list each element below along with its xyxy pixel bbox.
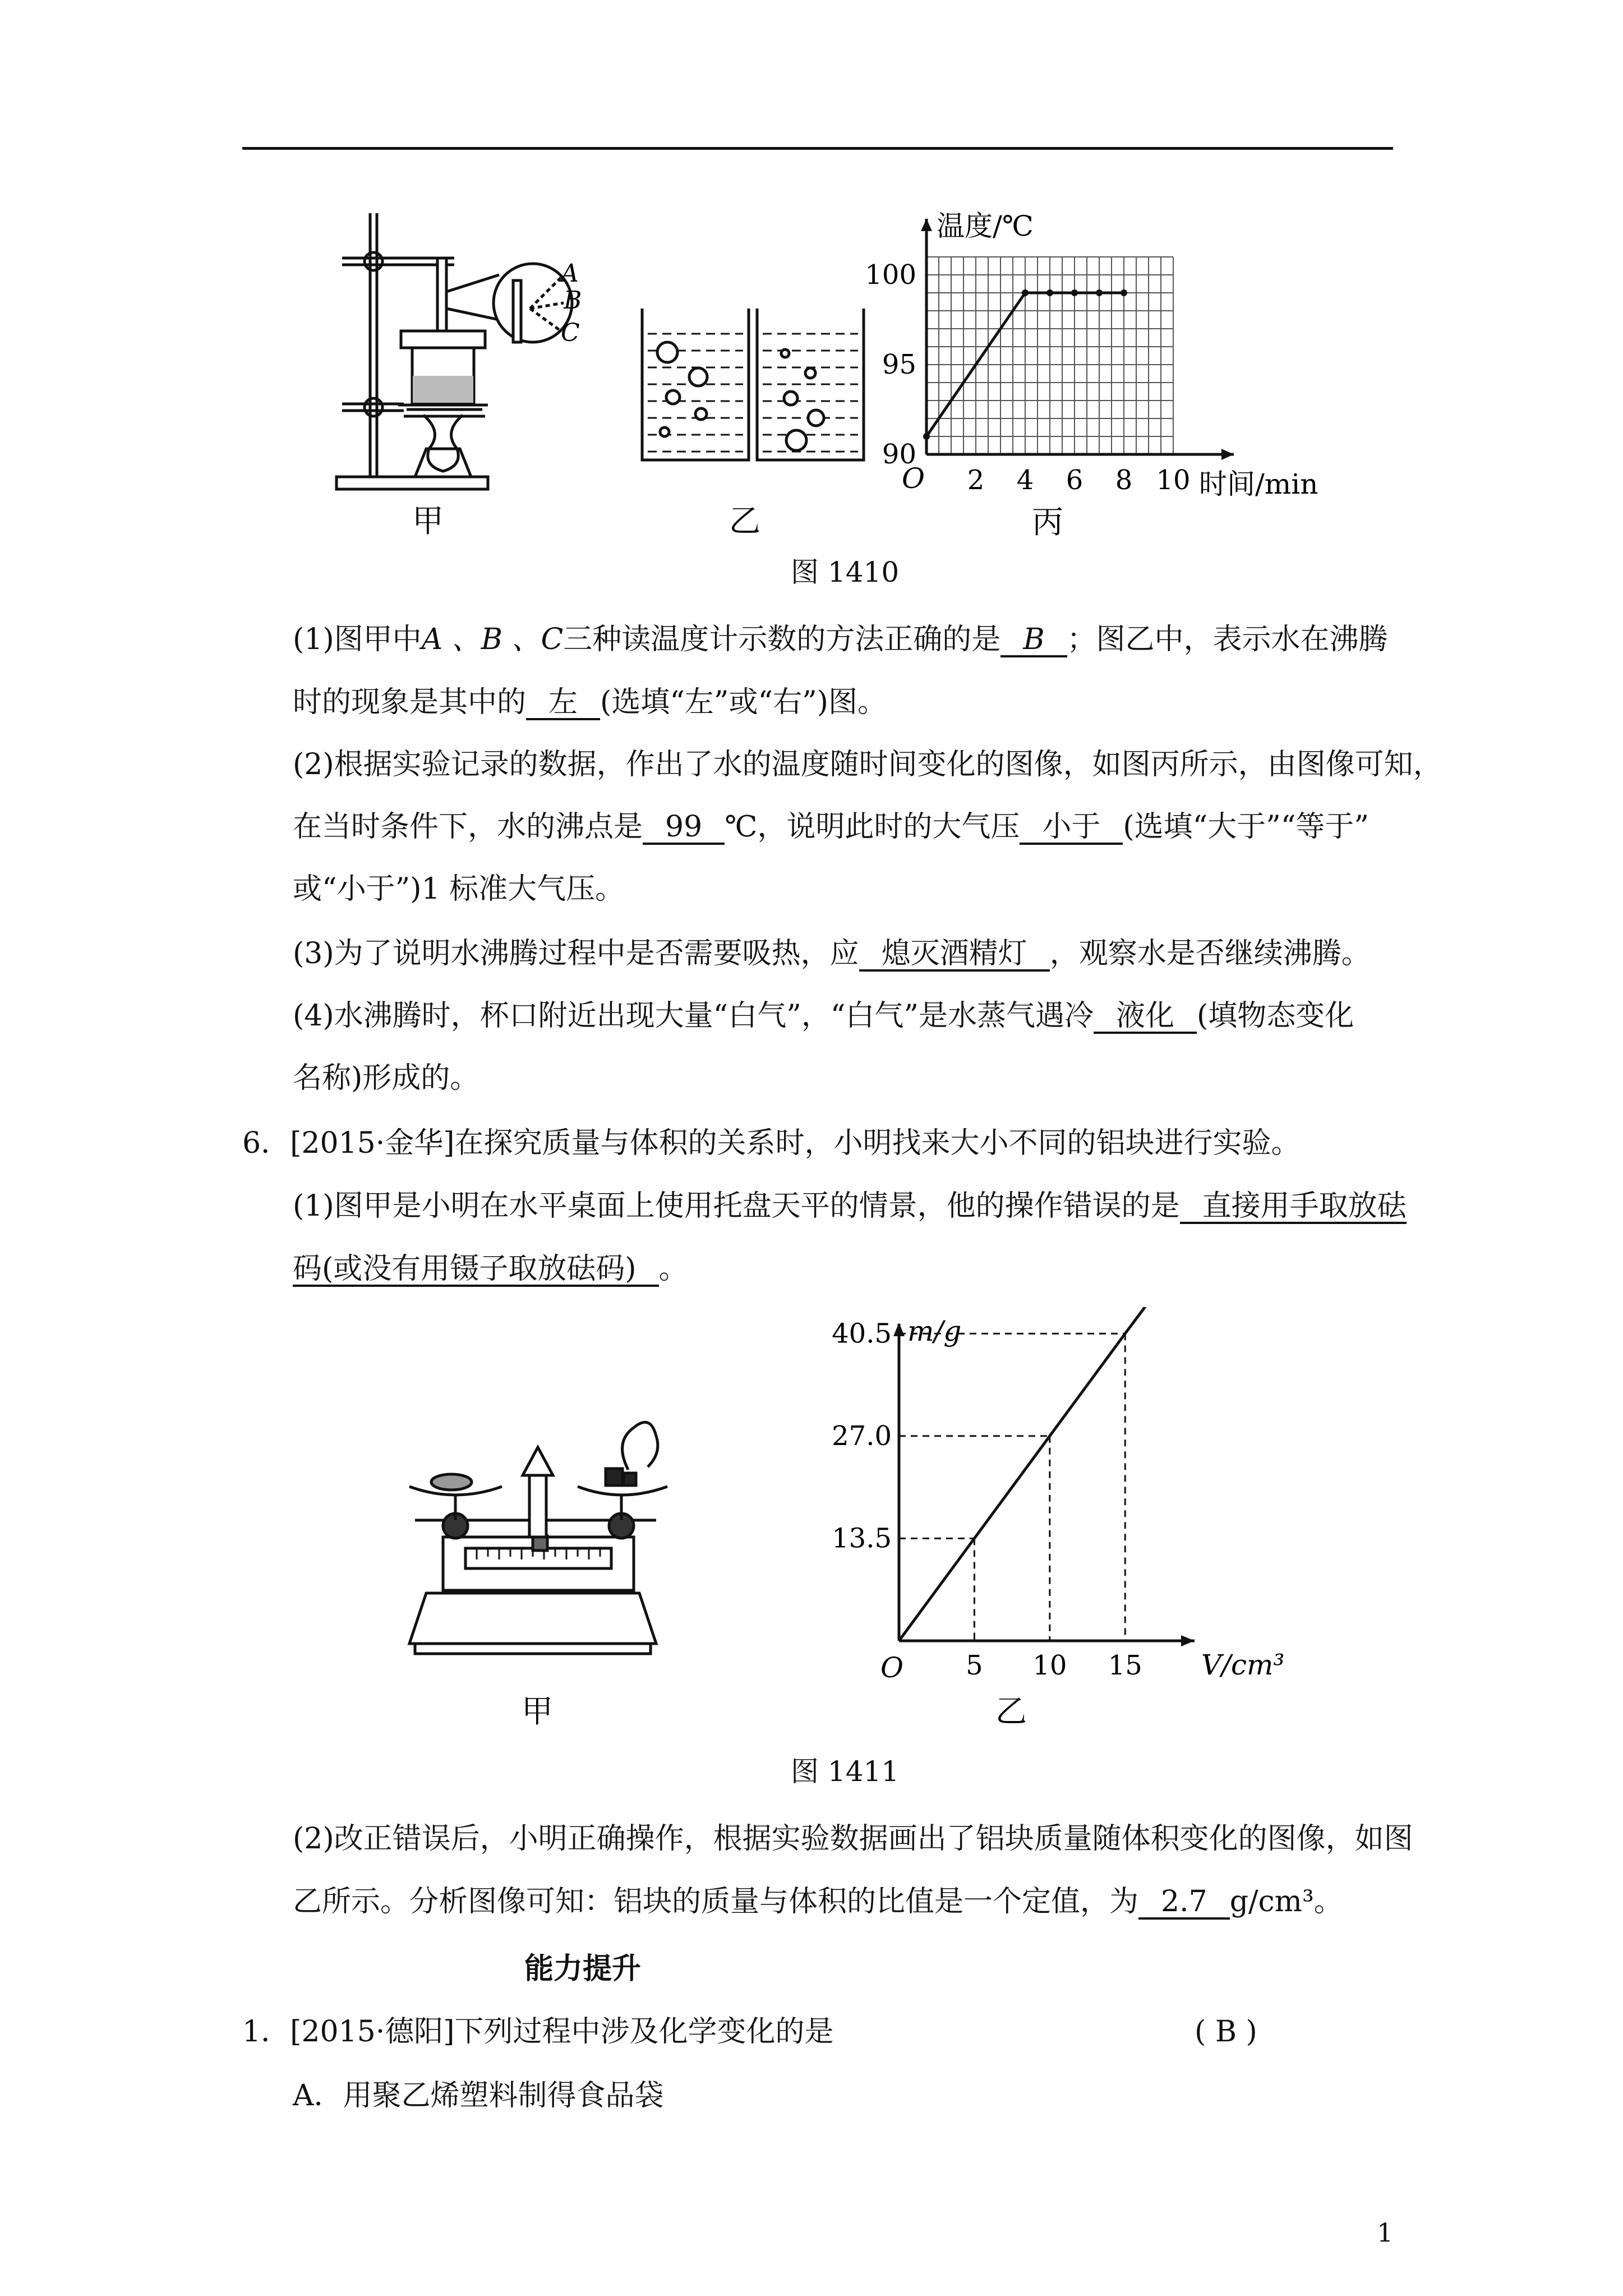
fig1410-label-bing: 丙: [1032, 504, 1063, 541]
y-axis-title: 温度/℃: [937, 210, 1034, 242]
y-tick-label: 95: [882, 349, 916, 380]
q6-line-1: (1)图甲是小明在水平桌面上使用托盘天平的情景，他的操作错误的是 直接用手取放砝: [293, 1189, 1407, 1223]
q6-answer-1a: 直接用手取放砝: [1180, 1190, 1407, 1224]
fig1410-label-jia: 甲: [412, 503, 444, 540]
temperature-data-point: [1046, 289, 1053, 296]
q5-line-6: (3)为了说明水沸腾过程中是否需要吸热，应 熄灭酒精灯 ，观察水是否继续沸腾。: [293, 937, 1371, 970]
fig1411-label-jia: 甲: [522, 1694, 553, 1730]
y-tick-label: 100: [865, 259, 916, 291]
q6-line-4: 乙所示。分析图像可知：铝块的质量与体积的比值是一个定值，为 2.7 g/cm³。: [293, 1885, 1343, 1918]
y-axis-arrow: [921, 219, 932, 231]
chart-origin-label: O: [902, 462, 925, 495]
x-tick-label: 15: [1108, 1650, 1142, 1681]
q5-line-5: 或“小于”)1 标准大气压。: [293, 872, 625, 906]
point-a-label: A: [561, 259, 579, 288]
ability-q1-option-a: A．用聚乙烯塑料制得食品袋: [293, 2079, 664, 2113]
temperature-data-point: [1121, 289, 1127, 296]
q5-answer-6: 液化: [1094, 1000, 1197, 1034]
mass-series-line: [899, 1307, 1148, 1641]
page-number: 1: [1377, 2217, 1394, 2248]
fig1411-caption: 图 1411: [791, 1755, 900, 1788]
section-title: 能力提升: [524, 1952, 642, 1986]
q5-answer-5: 熄灭酒精灯: [859, 938, 1050, 972]
figure-1411: [393, 1307, 1318, 1745]
y-tick-label: 40.5: [832, 1318, 892, 1350]
x-tick-label: 4: [1016, 464, 1034, 496]
q5-line-7: (4)水沸腾时，杯口附近出现大量“白气”，“白气”是水蒸气遇冷 液化 (填物态变化: [293, 999, 1354, 1033]
x-axis-title: 时间/min: [1199, 468, 1318, 500]
q5-answer-3: 99: [643, 811, 725, 845]
q5-answer-4: 小于: [1020, 811, 1123, 845]
y-tick-label: 13.5: [832, 1522, 892, 1554]
q6-answer-1b: 码(或没有用镊子取放砝码): [293, 1253, 659, 1287]
x-tick-label: 8: [1115, 464, 1133, 496]
q6-line-3: (2)改正错误后，小明正确操作，根据实验数据画出了铝块质量随体积变化的图像，如图: [293, 1822, 1413, 1856]
q6-answer-2: 2.7: [1138, 1886, 1230, 1920]
temperature-data-point: [1071, 289, 1078, 296]
x-tick-label: 6: [1066, 464, 1083, 496]
q5-line-8: 名称)形成的。: [293, 1061, 479, 1095]
mass-volume-chart: [832, 1307, 1284, 1684]
y-tick-label: 90: [882, 439, 916, 470]
figure-1410: [314, 196, 1346, 555]
ability-q1-answer: ( B ): [1195, 2015, 1257, 2049]
stand-apparatus-image: [336, 213, 572, 489]
ability-q1-text: 1．[2015·德阳]下列过程中涉及化学变化的是: [242, 2015, 834, 2049]
fig1410-caption: 图 1410: [791, 556, 900, 588]
x-tick-label: 10: [1032, 1650, 1067, 1681]
x-tick-label: 2: [967, 464, 985, 496]
q5-answer-1: B: [1000, 624, 1067, 657]
x-axis-arrow: [1181, 1635, 1195, 1646]
y-tick-label: 27.0: [832, 1420, 892, 1452]
fig1411-label-yi: 乙: [995, 1694, 1027, 1730]
temperature-data-point: [1096, 289, 1103, 296]
x-tick-label: 10: [1156, 464, 1191, 496]
temperature-data-point: [923, 433, 930, 440]
q5-line-2: 时的现象是其中的 左 (选填“左”或“右”)图。: [293, 685, 887, 719]
q5-answer-2: 左: [526, 687, 600, 720]
temperature-chart: [865, 210, 1318, 500]
temperature-data-point: [1022, 289, 1029, 296]
point-b-label: B: [564, 286, 582, 315]
q5-line-3: (2)根据实验记录的数据，作出了水的温度随时间变化的图像，如图丙所示，由图像可知，: [293, 748, 1442, 781]
balance-scale-image: [409, 1422, 667, 1654]
x-axis-arrow: [1221, 449, 1234, 460]
q6-line-2: 码(或没有用镊子取放砝码) 。: [293, 1252, 688, 1286]
x-axis-title: V/cm³: [1201, 1649, 1285, 1681]
y-axis-title: m/g: [907, 1315, 962, 1347]
q5-line-1: (1)图甲中A 、B 、C三种读温度计示数的方法正确的是 B ；图乙中，表示水在沸腾: [293, 623, 1388, 656]
q6-heading: 6．[2015·金华]在探究质量与体积的关系时，小明找来大小不同的铝块进行实验。: [242, 1126, 1301, 1160]
fig1410-label-yi: 乙: [729, 503, 760, 540]
header-rule: [242, 147, 1393, 150]
point-c-label: C: [561, 319, 580, 347]
q5-line-4: 在当时条件下，水的沸点是 99 ℃，说明此时的大气压 小于 (选填“大于”“等于”: [293, 810, 1369, 844]
chart-origin-label: O: [880, 1651, 903, 1684]
boiling-beakers-image: [642, 309, 864, 460]
x-tick-label: 5: [966, 1650, 983, 1681]
